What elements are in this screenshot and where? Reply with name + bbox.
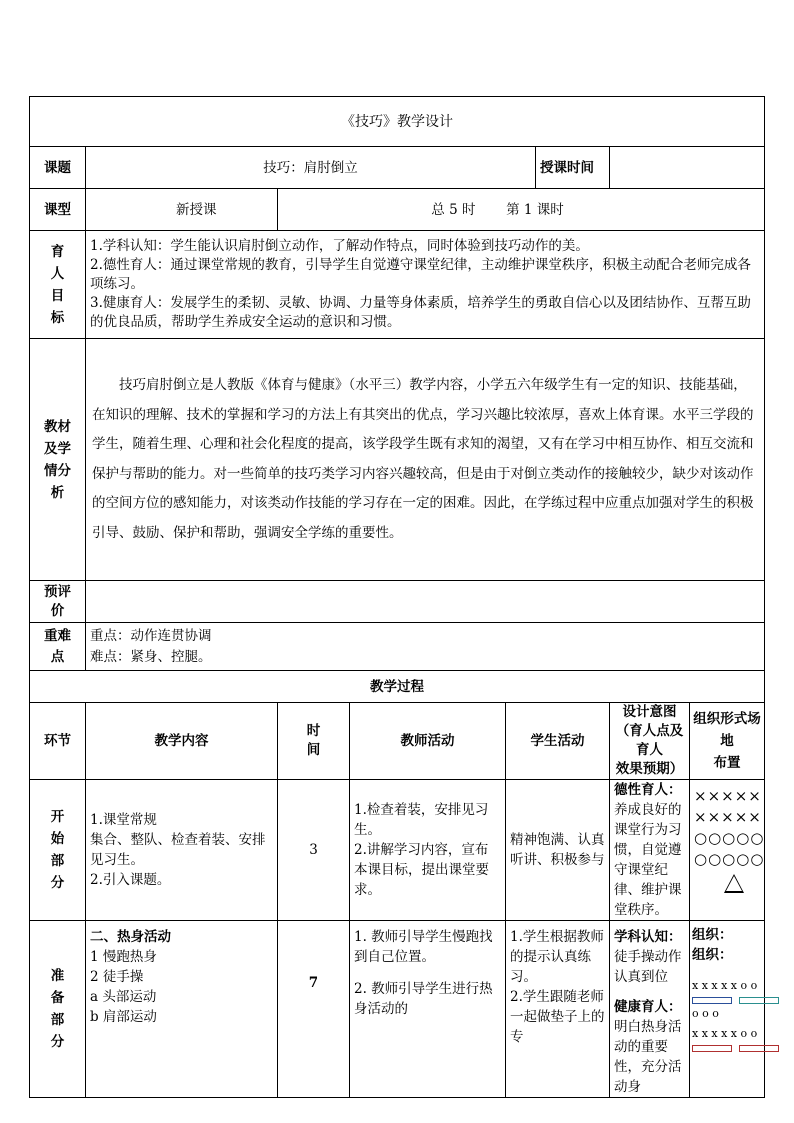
header-stage: 环节 bbox=[30, 703, 86, 780]
formation-row: ××××× bbox=[694, 787, 762, 805]
stage2-student: 1.学生根据教师的提示认真练习。 2.学生跟随老师一起做垫子上的专 bbox=[506, 921, 610, 1098]
difficult-point: 难点：紧身、控腿。 bbox=[90, 648, 212, 665]
lesson-time-label: 授课时间 bbox=[536, 147, 610, 189]
formation-line: x x x x x o o bbox=[692, 979, 758, 992]
stage2-time: 7 bbox=[278, 921, 350, 1098]
lesson-plan-table bbox=[29, 96, 765, 1098]
type-label: 课型 bbox=[30, 189, 86, 231]
formation-row: ○○○○○ bbox=[694, 829, 765, 847]
hours-cell bbox=[278, 189, 765, 231]
stage2-design: 学科认知：徒手操动作认真到位 健康育人：明白热身活动的重要性，充分活动身 bbox=[610, 921, 690, 1098]
analysis-label: 教材 及学 情分 析 bbox=[30, 339, 86, 581]
stage1-formation bbox=[690, 780, 765, 921]
stage2-teacher: 1. 教师引导学生慢跑找到自己位置。 2. 教师引导学生进行热身活动的 bbox=[350, 921, 506, 1098]
stage1-student: 精神饱满、认真听讲、积极参与 bbox=[506, 780, 610, 921]
goal-item: 1.学科认知：学生能认识肩肘倒立动作，了解动作特点，同时体验到技巧动作的美。 bbox=[90, 238, 589, 254]
header-design: 设计意图 （育人点及育人 效果预期） bbox=[610, 703, 690, 780]
header-org: 组织形式场地 布置 bbox=[690, 703, 765, 780]
lesson-time-value bbox=[610, 147, 765, 189]
lesson-number: 第 1 课时 bbox=[506, 201, 564, 218]
process-title: 教学过程 bbox=[30, 671, 765, 703]
formation-line: x x x x x o o bbox=[692, 1027, 758, 1040]
header-student: 学生活动 bbox=[506, 703, 610, 780]
stage2-content: 二、热身活动 1 慢跑热身 2 徒手操 a 头部运动 b 肩部运动 bbox=[86, 921, 278, 1098]
key-point: 重点：动作连贯协调 bbox=[90, 627, 212, 644]
type-value: 新授课 bbox=[86, 189, 278, 231]
stage2-formation bbox=[690, 921, 765, 1098]
mat-icon bbox=[692, 1045, 732, 1052]
goals-content bbox=[86, 231, 765, 339]
header-teacher: 教师活动 bbox=[350, 703, 506, 780]
stage2-label: 准 备 部 分 bbox=[30, 921, 86, 1098]
subject-value: 技巧：肩肘倒立 bbox=[86, 147, 536, 189]
mat-icon bbox=[739, 997, 779, 1004]
preview-label: 预评 价 bbox=[30, 581, 86, 623]
formation-row: ○○○○○ bbox=[694, 850, 765, 868]
mat-icon bbox=[692, 997, 732, 1004]
stage1-content: 1.课堂常规 集合、整队、检查着装、安排见习生。 2.引入课题。 bbox=[86, 780, 278, 921]
goal-item: 2.德性育人：通过课堂常规的教育，引导学生自觉遵守课堂纪律，主动维护课堂秩序，积极主动配合老师完成各项练习。 bbox=[90, 257, 751, 292]
mat-icon bbox=[739, 1045, 779, 1052]
goals-label: 育 人 目 标 bbox=[30, 231, 86, 339]
lesson-plan-document bbox=[29, 96, 764, 1098]
teacher-triangle-icon bbox=[724, 874, 744, 893]
analysis-text: 技巧肩肘倒立是人教版《体育与健康》（水平三）教学内容，小学五六年级学生有一定的知识、技能基础，在知识的理解、技术的掌握和学习的方法上有其突出的优点，学习兴趣比较浓厚，喜欢上体育课。水平三学段的学生，随着生理、心理和社会化程度的提高，该学段学生既有求知的渴望，又有在学习中相互协作、相互交流和保护与帮助的能力。对一些简单的技巧类学习内容兴趣较高，但是由于对倒立类动作的接触较少，缺少对该动作的空间方位的感知能力，对该类动作技能的学习存在一定的困难。因此，在学练过程中应重点加强对学生的积极引导、鼓励、保护和帮助，强调安全学练的重要性。 bbox=[86, 339, 765, 581]
header-content: 教学内容 bbox=[86, 703, 278, 780]
total-hours: 总 5 时 bbox=[431, 201, 476, 218]
goal-item: 3.健康育人：发展学生的柔韧、灵敏、协调、力量等身体素质，培养学生的勇敢自信心以及团结协作、互帮互助的优良品质，帮助学生养成安全运动的意识和习惯。 bbox=[90, 295, 751, 330]
preview-value bbox=[86, 581, 765, 623]
header-time: 时 间 bbox=[278, 703, 350, 780]
formation-line: o o o bbox=[692, 1007, 719, 1020]
formation-row: ××××× bbox=[694, 808, 762, 826]
org-label: 组织： bbox=[692, 927, 733, 943]
key-points-content bbox=[86, 623, 765, 671]
design-tag: 学科认知： bbox=[614, 929, 682, 945]
org-label: 组织： bbox=[692, 947, 733, 963]
document-title: 《技巧》教学设计 bbox=[30, 97, 765, 147]
stage1-design: 德性育人：养成良好的课堂行为习惯，自觉遵守课堂纪律、维护课堂秩序。 bbox=[610, 780, 690, 921]
key-points-label: 重难 点 bbox=[30, 623, 86, 671]
stage1-teacher: 1.检查着装，安排见习生。 2.讲解学习内容，宣布本课目标，提出课堂要求。 bbox=[350, 780, 506, 921]
design-tag: 健康育人： bbox=[614, 999, 682, 1015]
subject-label: 课题 bbox=[30, 147, 86, 189]
stage1-time: 3 bbox=[278, 780, 350, 921]
stage1-label: 开 始 部 分 bbox=[30, 780, 86, 921]
design-tag: 德性育人： bbox=[614, 782, 682, 798]
